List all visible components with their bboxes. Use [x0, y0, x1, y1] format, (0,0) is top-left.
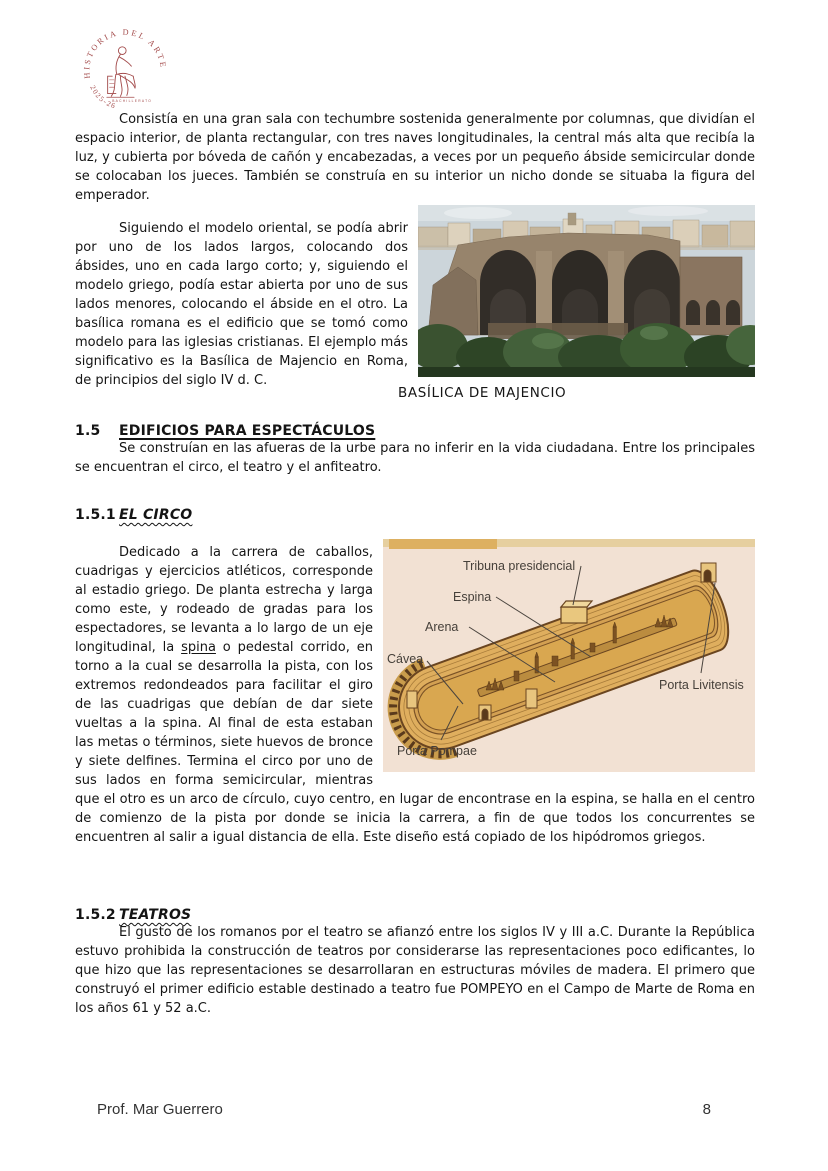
- section-number: 1.5.2: [75, 907, 116, 923]
- section-title: TEATROS: [119, 907, 192, 923]
- basilica-section: [75, 205, 755, 401]
- circus-diagram-figure: [383, 539, 755, 772]
- paragraph-espectaculos: Se construían en las afueras de la urbe para no inferir en la vida ciudadana. Entre los principales se encuentran el circo, el teatro y el anfiteatro.: [75, 441, 755, 475]
- basilica-of-maxentius-photo: [418, 205, 755, 377]
- diagram-label-tribuna: Tribuna presidencial: [463, 559, 576, 573]
- section-title: EDIFICIOS PARA ESPECTÁCULOS: [119, 423, 376, 439]
- page-number: 8: [702, 1101, 711, 1118]
- page-footer: [75, 1101, 755, 1118]
- section-number: 1.5.1: [75, 507, 116, 523]
- circo-text-after: o pedestal corrido, en torno a la cual se desarrolla la pista, con los extremos redondeados para facilitar el giro de las cuadrigas que debían de dar siete vueltas a la spina. Al final de esta estaban las metas o términos, siete huevos de bronce y siete delfines. Termina el circo por uno de sus lados en forma semicircular, mientras que el otro es un arco de círculo, cuyo centro, en lugar de encontrase en la espina, se halla en el centro de comienzo de la pista por donde se inicia la carrera, a fin de que todos los concurrentes se encuentren al salir a igual distancia de ella. Este diseño está copiado de los hipódromos griegos.: [75, 640, 755, 845]
- history-of-art-stamp-icon: [79, 26, 171, 110]
- section-number: 1.5: [75, 423, 101, 439]
- footer-author: Prof. Mar Guerrero: [97, 1101, 223, 1118]
- diagram-label-espina: Espina: [453, 590, 492, 604]
- diagram-label-arena: Arena: [425, 620, 459, 634]
- circus-section: [75, 539, 755, 847]
- course-logo: [79, 26, 755, 110]
- circo-text-before: Dedicado a la carrera de caballos, cuadrigas y ejercicios atléticos, corresponde al estadio griego. De planta estrecha y larga como este, y rodeado de gradas para los espectadores, se levanta a lo largo de un eje longitudinal, la: [75, 545, 373, 655]
- logo-year-text: 2025-26: [88, 83, 118, 110]
- diagram-label-porta-pompae: Porta Pompae: [397, 744, 477, 758]
- diagram-label-cavea: Cávea: [387, 652, 424, 666]
- logo-arc-text: HISTORIA DEL ARTE: [82, 27, 168, 79]
- section-title: EL CIRCO: [119, 507, 193, 523]
- logo-level-text: BACHILLERATO: [112, 98, 153, 103]
- section-heading-1-5-2: [75, 907, 755, 923]
- paragraph-basilica-intro: Consistía en una gran sala con techumbre sostenida generalmente por columnas, que dividían el espacio interior, de planta rectangular, con tres naves longitudinales, la central más alta que recibía la luz, y cubierta por bóveda de cañón y encabezadas, a veces por un pequeño ábside semicircular donde se colocaban los jueces. También se construía en su interior un nicho donde se situaba la figura del emperador.: [75, 112, 755, 203]
- paragraph-basilica-models: Siguiendo el modelo oriental, se podía abrir por uno de los lados largos, colocando dos ábsides, uno en cada largo corto; y, siguiendo el modelo griego, podía estar abierta por uno de sus lados menores, colocando el ábside en el otro. La basílica romana es el edificio que se tomó como modelo para las iglesias cristianas. El ejemplo más significativo es la Basílica de Majencio en Roma, de principios del siglo IV d. C.: [75, 221, 408, 388]
- section-heading-1-5: [75, 423, 755, 439]
- paragraph-teatros: El gusto de los romanos por el teatro se afianzó entre los siglos IV y III a.C. Durante la República estuvo prohibida la construcción de teatros por considerarse las representaciones poco edificantes, lo que hizo que las representaciones se desarrollaran en estructuras móviles de madera. El primero que construyó el primer edificio estable destinado a teatro fue POMPEYO en el Campo de Marte de Roma en los años 61 y 52 a.C.: [75, 925, 755, 1016]
- circo-text-spina: spina: [181, 640, 216, 655]
- photo-caption: BASÍLICA DE MAJENCIO: [398, 385, 567, 401]
- diagram-label-porta-livitensis: Porta Livitensis: [659, 678, 744, 692]
- basilica-photo-figure: [398, 205, 755, 401]
- roman-circus-diagram: [383, 539, 755, 772]
- section-heading-1-5-1: [75, 507, 755, 523]
